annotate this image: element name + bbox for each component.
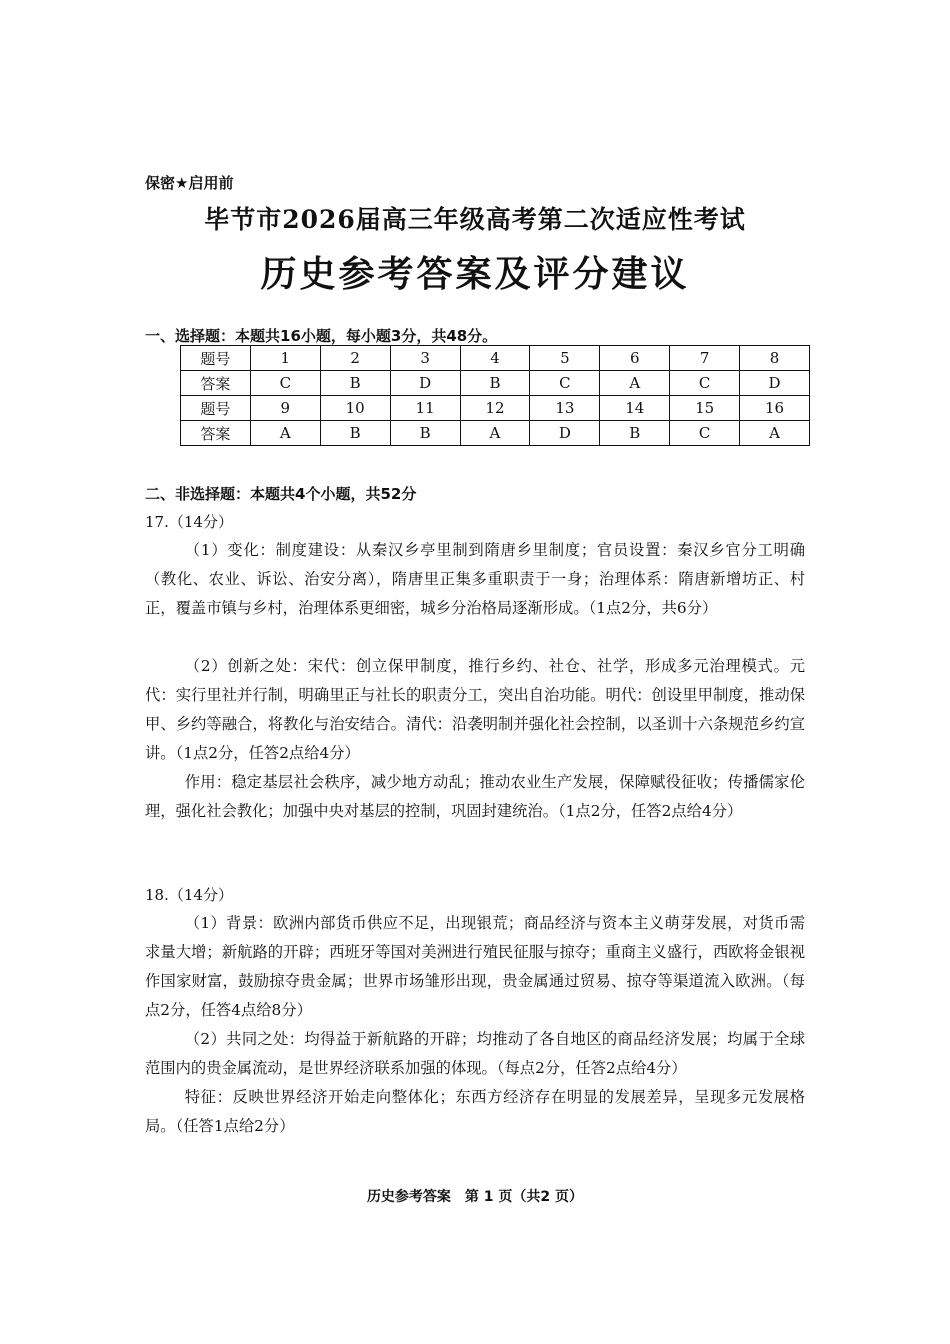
answer-table <box>180 345 810 446</box>
answer-table-cell: 16 <box>740 396 810 421</box>
answer-table-cell: 15 <box>670 396 740 421</box>
answer-table-cell: D <box>740 371 810 396</box>
answer-table-cell: A <box>460 421 530 446</box>
answer-table-cell: B <box>460 371 530 396</box>
answer-table-row <box>181 346 810 371</box>
answer-table-cell: 8 <box>740 346 810 371</box>
answer-table-cell: C <box>670 421 740 446</box>
q17-effect-answer: 作用：稳定基层社会秩序，减少地方动乱；推动农业生产发展，保障赋役征收；传播儒家伦理，强化社会教化；加强中央对基层的控制，巩固封建统治。（1点2分，任答2点给4分） <box>145 773 805 820</box>
answer-table-row-header: 答案 <box>181 421 251 446</box>
q18-feature-answer: 特征：反映世界经济开始走向整体化；东西方经济存在明显的发展差异，呈现多元发展格局。（任答1点给2分） <box>145 1088 805 1135</box>
answer-table-cell: D <box>530 421 600 446</box>
answer-table-row <box>181 371 810 396</box>
answer-table-cell: 12 <box>460 396 530 421</box>
page-footer: 历史参考答案 第 1 页（共2 页） <box>366 1189 584 1205</box>
answer-table-cell: A <box>740 421 810 446</box>
exam-title: 毕节市2026届高三年级高考第二次适应性考试 <box>204 205 746 234</box>
question-18-label: 18.（14分） <box>145 886 233 904</box>
answer-table-cell: 9 <box>250 396 320 421</box>
question-17-label: 17.（14分） <box>145 513 233 531</box>
answer-table-cell: B <box>320 371 390 396</box>
answer-table-cell: C <box>250 371 320 396</box>
answer-table-cell: C <box>530 371 600 396</box>
confidential-label: 保密★启用前 <box>145 174 234 192</box>
q17-part2-answer: （2）创新之处：宋代：创立保甲制度，推行乡约、社仓、社学，形成多元治理模式。元代：实行里社并行制，明确里正与社长的职责分工，突出自治功能。明代：创设里甲制度，推动保甲、乡约等融合，将教化与治安结合。清代：沿袭明制并强化社会控制，以圣训十六条规范乡约宣讲。（1点2分，任答2点给4分） <box>145 657 805 762</box>
answer-table-cell: 3 <box>390 346 460 371</box>
answer-table-cell: 10 <box>320 396 390 421</box>
answer-table-cell: 7 <box>670 346 740 371</box>
answer-table-row <box>181 396 810 421</box>
answer-table-row-header: 题号 <box>181 396 251 421</box>
answer-table-row-header: 题号 <box>181 346 251 371</box>
answer-table-cell: A <box>250 421 320 446</box>
answer-table-cell: A <box>600 371 670 396</box>
answer-table-cell: 2 <box>320 346 390 371</box>
answer-table-cell: 13 <box>530 396 600 421</box>
section1-heading: 一、选择题：本题共16小题，每小题3分，共48分。 <box>145 327 498 345</box>
answer-table-cell: 11 <box>390 396 460 421</box>
answer-table-cell: B <box>600 421 670 446</box>
answer-table-cell: 14 <box>600 396 670 421</box>
answer-table-cell: 6 <box>600 346 670 371</box>
answer-table-row <box>181 421 810 446</box>
q18-part1-answer: （1）背景：欧洲内部货币供应不足，出现银荒；商品经济与资本主义萌芽发展，对货币需求量大增；新航路的开辟；西班牙等国对美洲进行殖民征服与掠夺；重商主义盛行，西欧将金银视作国家财富，鼓励掠夺贵金属；世界市场雏形出现，贵金属通过贸易、掠夺等渠道流入欧洲。（每点2分，任答4点给8分） <box>145 914 805 1019</box>
answer-table-cell: B <box>320 421 390 446</box>
document-title: 历史参考答案及评分建议 <box>260 254 690 295</box>
answer-table-cell: C <box>670 371 740 396</box>
answer-table-cell: D <box>390 371 460 396</box>
q18-part2-answer: （2）共同之处：均得益于新航路的开辟；均推动了各自地区的商品经济发展；均属于全球范围内的贵金属流动，是世界经济联系加强的体现。（每点2分，任答2点给4分） <box>145 1030 805 1077</box>
answer-table-cell: 1 <box>250 346 320 371</box>
answer-table-cell: 5 <box>530 346 600 371</box>
answer-table-row-header: 答案 <box>181 371 251 396</box>
answer-table-cell: B <box>390 421 460 446</box>
section2-heading: 二、非选择题：本题共4个小题，共52分 <box>145 485 417 503</box>
answer-table-cell: 4 <box>460 346 530 371</box>
q17-part1-answer: （1）变化：制度建设：从秦汉乡亭里制到隋唐乡里制度；官员设置：秦汉乡官分工明确（教化、农业、诉讼、治安分离），隋唐里正集多重职责于一身；治理体系：隋唐新增坊正、村正，覆盖市镇与乡村，治理体系更细密，城乡分治格局逐渐形成。（1点2分，共6分） <box>145 541 805 617</box>
